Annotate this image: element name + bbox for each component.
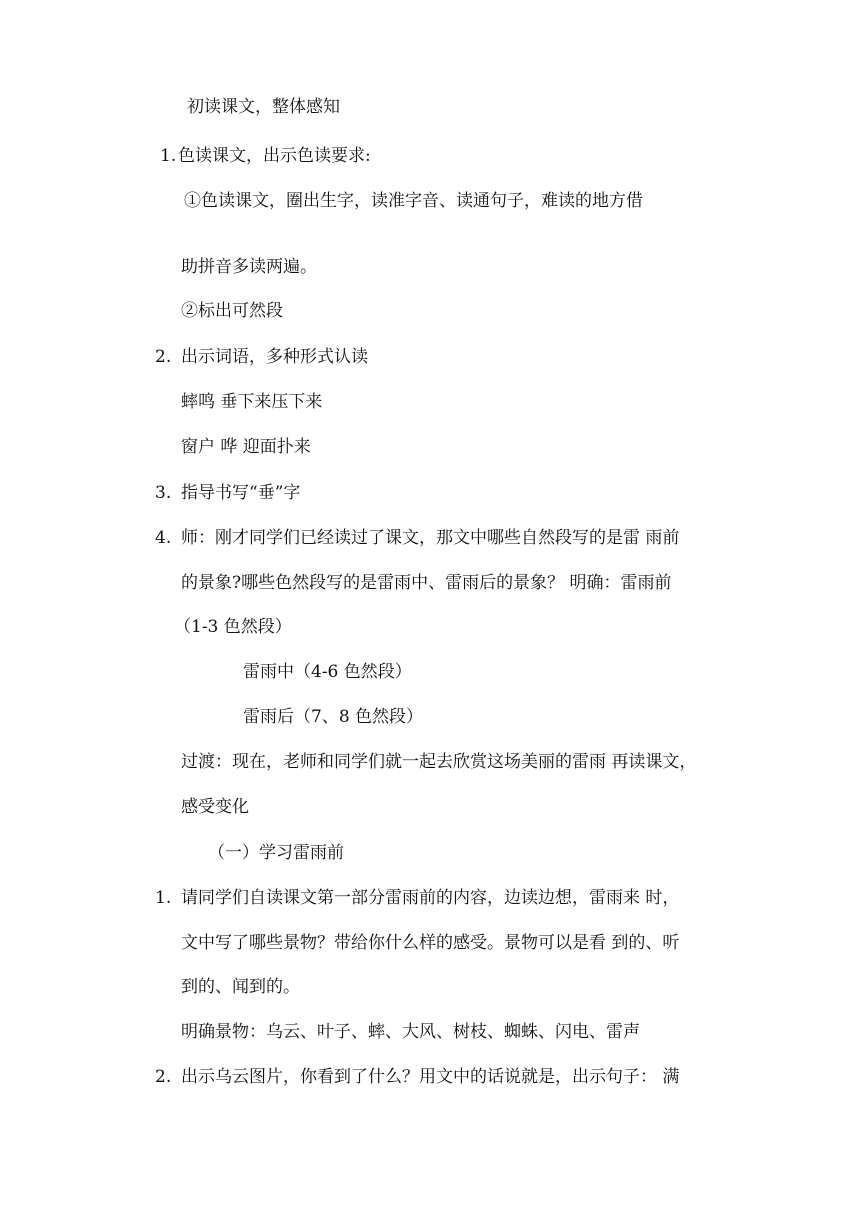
section-heading: 初读课文，整体感知 (187, 97, 340, 117)
paragraph-line: 请同学们自读课文第一部分雷雨前的内容，边读边想，雷雨来 时， (181, 888, 680, 908)
paragraph-line: 的景象?哪些色然段写的是雷雨中、雷雨后的景象？ 明确：雷雨前 (181, 573, 672, 593)
paragraph-line: 雷雨后（7、8 色然段） (243, 707, 424, 727)
paragraph-line: 助拼音多读两遍。 (181, 257, 317, 277)
paragraph-line: 色读课文，出示色读要求: (178, 146, 371, 166)
paragraph-line: 明确景物：乌云、叶子、蟀、大风、树枝、蜘蛛、闪电、雷声 (181, 1022, 640, 1042)
paragraph-line: 到的、闻到的。 (181, 977, 300, 997)
paragraph-line: 师：刚才同学们已经读过了课文，那文中哪些自然段写的是雷 雨前 (181, 528, 680, 548)
paragraph-line: 感受变化 (181, 797, 249, 817)
paragraph-line: 指导书写“垂”字 (181, 483, 301, 503)
paragraph-line: （1-3 色然段） (174, 617, 292, 637)
paragraph-line: 过渡：现在，老师和同学们就一起去欣赏这场美丽的雷雨 再读课文， (181, 752, 697, 772)
paragraph-line: 窗户 哗 迎面扑来 (181, 437, 311, 457)
subsection-heading: （一）学习雷雨前 (208, 843, 344, 863)
paragraph-line: 蟀鸣 垂下来压下来 (181, 392, 323, 412)
list-number: 2. (155, 347, 172, 367)
list-number: 1. (155, 888, 172, 908)
paragraph-line: 雷雨中（4-6 色然段） (243, 662, 412, 682)
paragraph-line: 出示乌云图片，你看到了什么？用文中的话说就是，出示句子： 满 (181, 1067, 680, 1087)
paragraph-line: ①色读课文，圈出生字，读准字音、读通句子，难读的地方借 (184, 191, 643, 211)
paragraph-line: 出示词语，多种形式认读 (181, 347, 368, 367)
list-number: 4. (155, 528, 172, 548)
paragraph-line: 文中写了哪些景物？带给你什么样的感受。景物可以是看 到的、听 (181, 933, 680, 953)
paragraph-line: ②标出可然段 (181, 301, 283, 321)
list-number: 3. (155, 483, 172, 503)
list-number: 1. (160, 146, 177, 166)
list-number: 2. (155, 1067, 172, 1087)
